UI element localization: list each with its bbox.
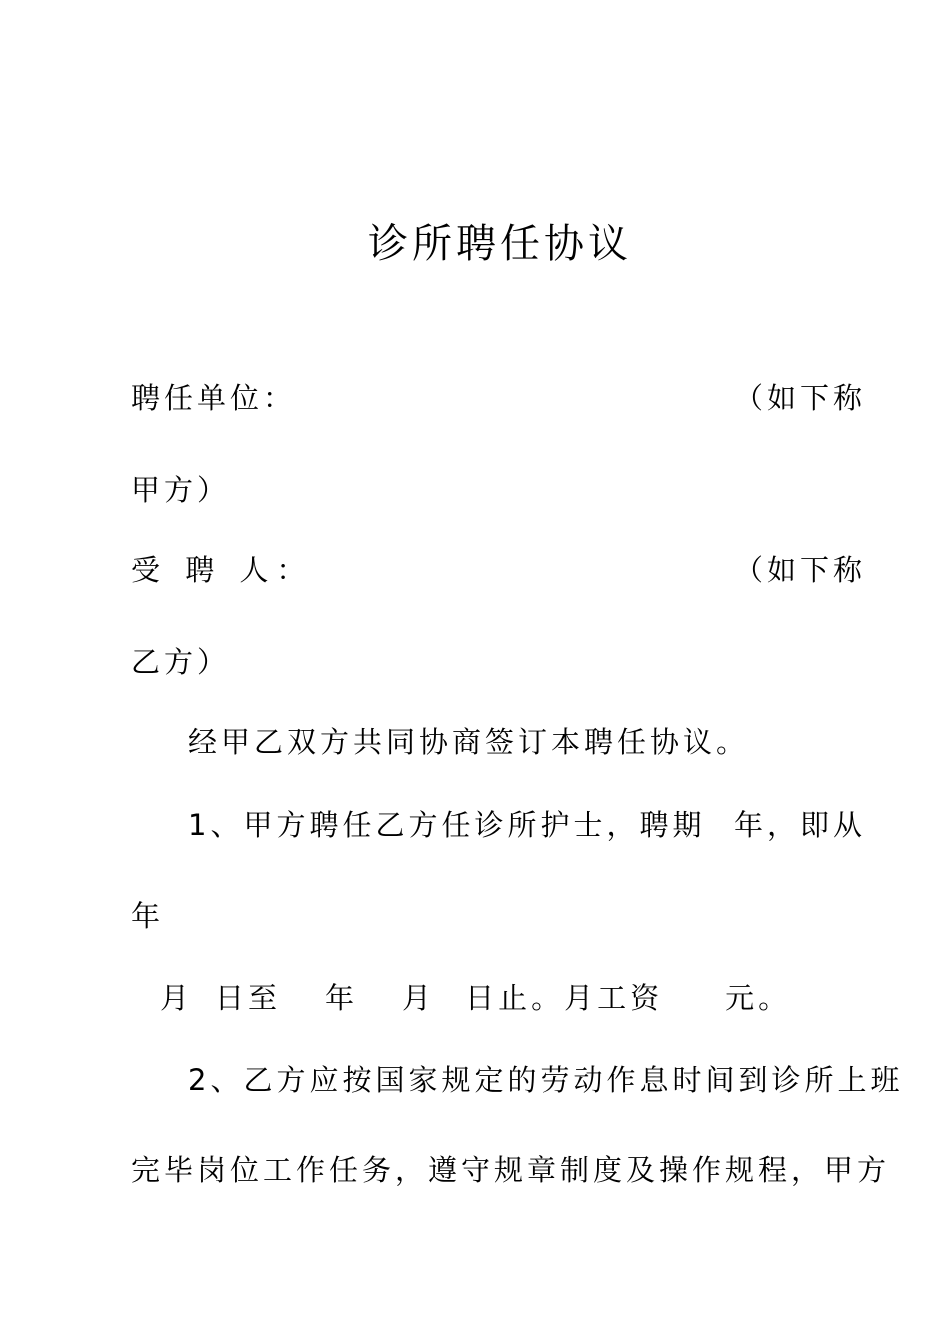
- intro-paragraph: 经甲乙双方共同协商签订本聘任协议。: [188, 725, 750, 759]
- clause-1-month: 月: [160, 981, 194, 1015]
- employee-label: 受 聘 人：: [131, 553, 314, 587]
- employer-label: 聘任单位：: [131, 381, 297, 415]
- employee-suffix: （如下称: [733, 553, 866, 587]
- document-title: 诊所聘任协议: [368, 221, 632, 267]
- employer-suffix: （如下称: [733, 381, 866, 415]
- employer-party: 甲方）: [131, 473, 231, 507]
- clause-1-year: 年: [325, 981, 359, 1015]
- employee-party: 乙方）: [131, 645, 231, 679]
- clause-2-line-2: 完毕岗位工作任务，遵守规章制度及操作规程，甲方: [131, 1153, 891, 1187]
- clause-2-line-1: 2、乙方应按国家规定的劳动作息时间到诊所上班: [188, 1063, 904, 1097]
- clause-1-part-2: 年，即从: [733, 808, 866, 842]
- clause-1-month-2: 月: [402, 981, 436, 1015]
- clause-1-part-3: 年: [131, 899, 165, 933]
- clause-1-date-line: [160, 981, 792, 1015]
- clause-1-unit: 元。: [725, 981, 792, 1015]
- clause-1-day-end: 日止。月工资: [465, 981, 664, 1015]
- clause-1-day-to: 日至: [215, 981, 282, 1015]
- clause-1-part-1: 1、甲方聘任乙方任诊所护士，聘期: [188, 808, 706, 842]
